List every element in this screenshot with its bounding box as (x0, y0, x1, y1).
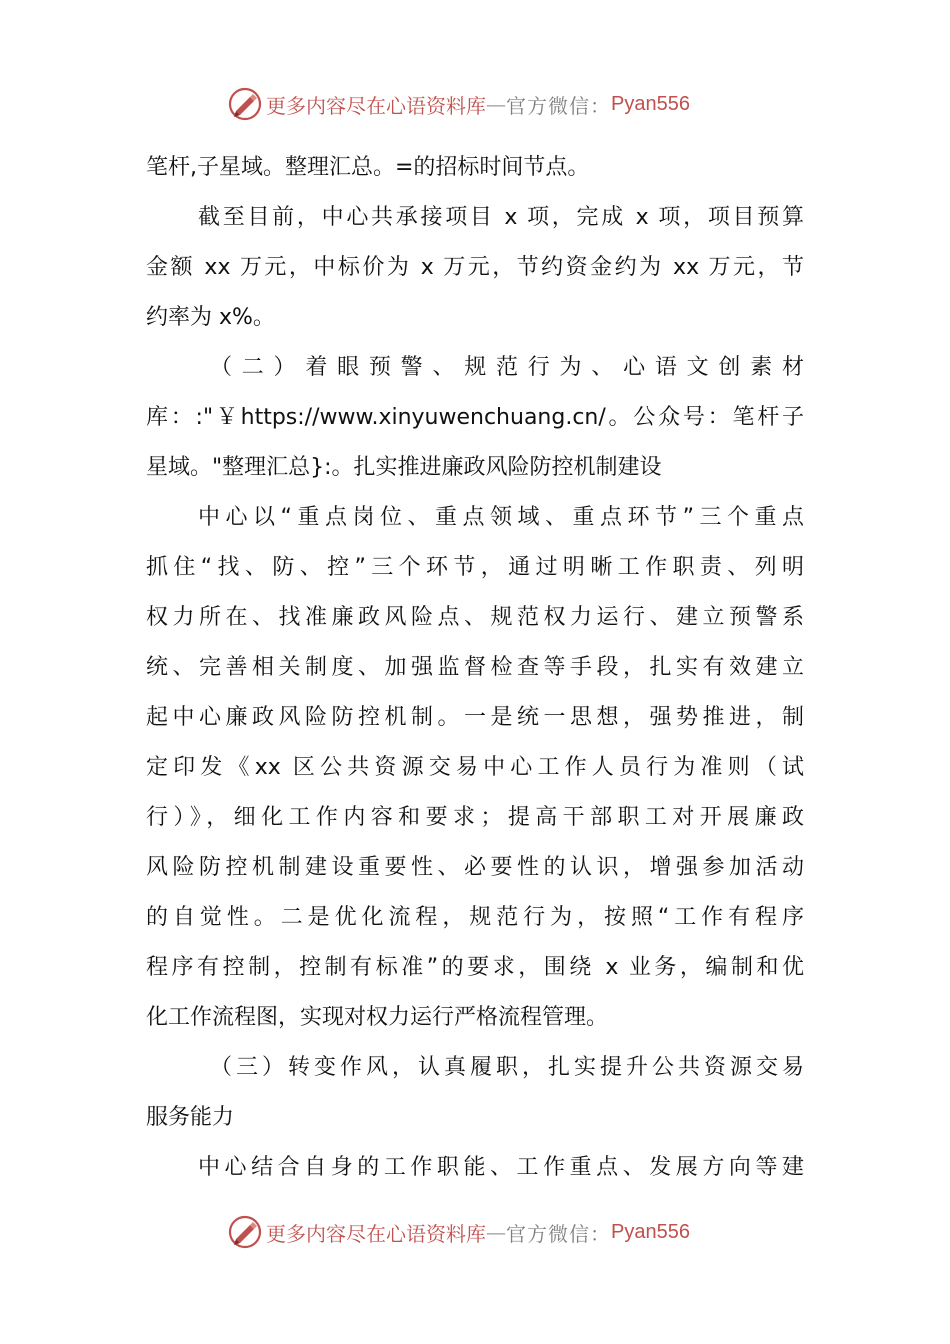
text-line: 笔杆,子星域。整理汇总。=的招标时间节点。 (146, 155, 590, 180)
text-line: 行）》，细化工作内容和要求；提高干部职工对开展廉政 (146, 805, 804, 830)
banner-separator: — (486, 92, 506, 116)
banner-wechat-label: 官方微信： (506, 1221, 611, 1246)
text-line: 中心结合自身的工作职能、工作重点、发展方向等建 (198, 1155, 804, 1180)
text-line: 定印发《xx 区公共资源交易中心工作人员行为准则（试 (146, 755, 804, 780)
header-banner (0, 82, 950, 126)
banner-text: 更多内容尽在心语资料库 (266, 1221, 486, 1246)
text-line: 风险防控机制建设重要性、必要性的认识，增强参加活动 (146, 855, 804, 880)
text-line: 权力所在、找准廉政风险点、规范权力运行、建立预警系 (146, 605, 804, 630)
pen-logo-icon (228, 1215, 262, 1249)
text-line: 程序有控制，控制有标准”的要求，围绕 x 业务，编制和优 (146, 955, 804, 980)
text-line: 抓住“找、防、控”三个环节，通过明晰工作职责、列明 (146, 555, 804, 580)
banner-wechat-id: Pyan556 (611, 92, 690, 115)
text-line: 化工作流程图，实现对权力运行严格流程管理。 (146, 1005, 609, 1030)
banner-text: 更多内容尽在心语资料库 (266, 93, 486, 118)
text-line: 的自觉性。二是优化流程，规范行为，按照“工作有程序 (146, 905, 804, 930)
text-line: 服务能力 (146, 1105, 235, 1130)
banner-wechat-id: Pyan556 (611, 1220, 690, 1243)
banner-separator: — (486, 1220, 506, 1244)
text-line: 截至目前，中心共承接项目 x 项，完成 x 项，项目预算 (198, 205, 804, 230)
text-line: 星域。"整理汇总}:。扎实推进廉政风险防控机制建设 (146, 455, 662, 480)
pen-logo-icon (228, 87, 262, 121)
text-line: 中心以“重点岗位、重点领域、重点环节”三个重点 (198, 505, 804, 530)
text-line: 金额 xx 万元，中标价为 x 万元，节约资金约为 xx 万元，节 (146, 255, 804, 280)
text-line: （二）着眼预警、规范行为、心语文创素材 (210, 355, 804, 380)
banner-wechat-label: 官方微信： (506, 93, 611, 118)
text-line: 统、完善相关制度、加强监督检查等手段，扎实有效建立 (146, 655, 804, 680)
text-line: 库：:"￥https://www.xinyuwenchuang.cn/。公众号：笔杆子 (146, 405, 804, 430)
text-line: 起中心廉政风险防控机制。一是统一思想，强势推进，制 (146, 705, 804, 730)
footer-banner (0, 1210, 950, 1254)
text-line: 约率为 x%。 (146, 305, 275, 330)
text-line: （三）转变作风，认真履职，扎实提升公共资源交易 (210, 1055, 804, 1080)
